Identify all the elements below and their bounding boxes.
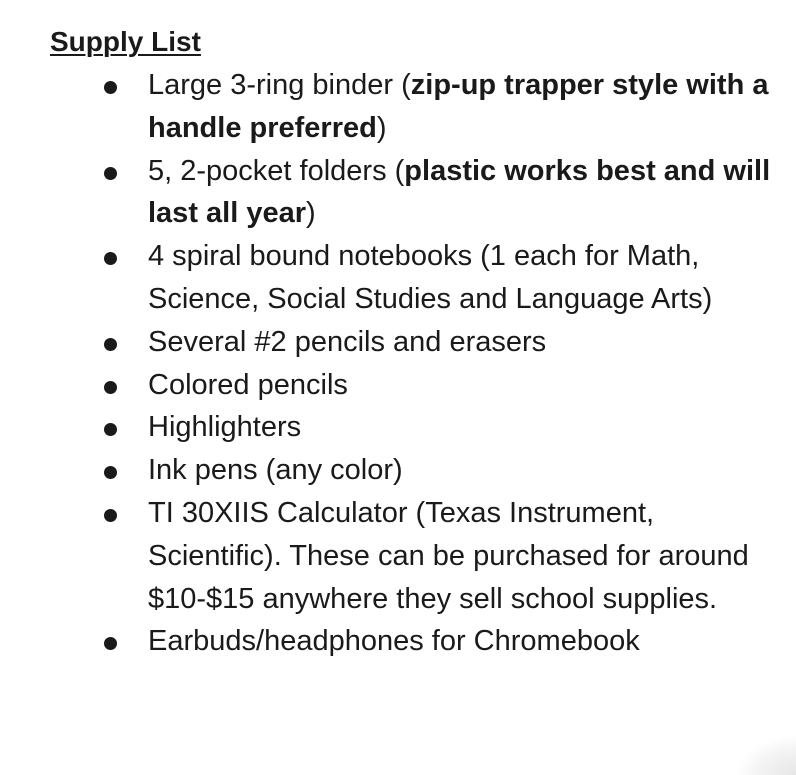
- list-item-folders: [0, 150, 788, 236]
- page-curl-decoration: [736, 735, 796, 775]
- item-text: Earbuds/headphones for Chromebook: [148, 625, 640, 658]
- item-text-after: ): [306, 197, 316, 230]
- bullet-icon: [104, 466, 117, 479]
- bullet-icon: [104, 509, 117, 522]
- item-bold-text: plastic works best and will last all year: [148, 154, 771, 230]
- item-text: 5, 2-pocket folders (: [148, 154, 405, 187]
- list-item-calculator: [0, 492, 788, 620]
- item-text: Large 3-ring binder (: [148, 69, 411, 101]
- list-item-binder: [0, 64, 788, 150]
- bullet-icon: [104, 252, 117, 265]
- item-text: TI 30XIIS Calculator (Texas Instrument, Scientific). These can be purchased for around $10-$15 anywhere they sell school supplies.: [148, 496, 749, 615]
- item-text: 4 spiral bound notebooks (1 each for Math, Science, Social Studies and Language Arts): [148, 240, 713, 315]
- list-item-earbuds: [0, 620, 788, 663]
- list-item-ink-pens: [0, 449, 788, 492]
- bullet-icon: [104, 637, 117, 650]
- item-text: Colored pencils: [148, 368, 348, 401]
- bullet-icon: [104, 423, 117, 436]
- supply-list: [0, 64, 788, 663]
- bullet-icon: [104, 381, 117, 394]
- item-text-after: ): [376, 111, 387, 144]
- item-text: Ink pens (any color): [148, 454, 403, 487]
- item-text: Several #2 pencils and erasers: [148, 325, 547, 358]
- item-bold-text: zip-up trapper style with a handle preferred: [148, 69, 769, 144]
- list-item-highlighters: [0, 406, 788, 449]
- supply-list-heading: Supply List: [50, 26, 201, 57]
- bullet-icon: [104, 81, 117, 94]
- bullet-icon: [104, 338, 117, 351]
- list-item-colored-pencils: [0, 364, 788, 407]
- list-item-notebooks: [0, 235, 788, 321]
- item-text: Highlighters: [148, 411, 302, 444]
- list-item-pencils: [0, 321, 788, 364]
- bullet-icon: [104, 167, 117, 180]
